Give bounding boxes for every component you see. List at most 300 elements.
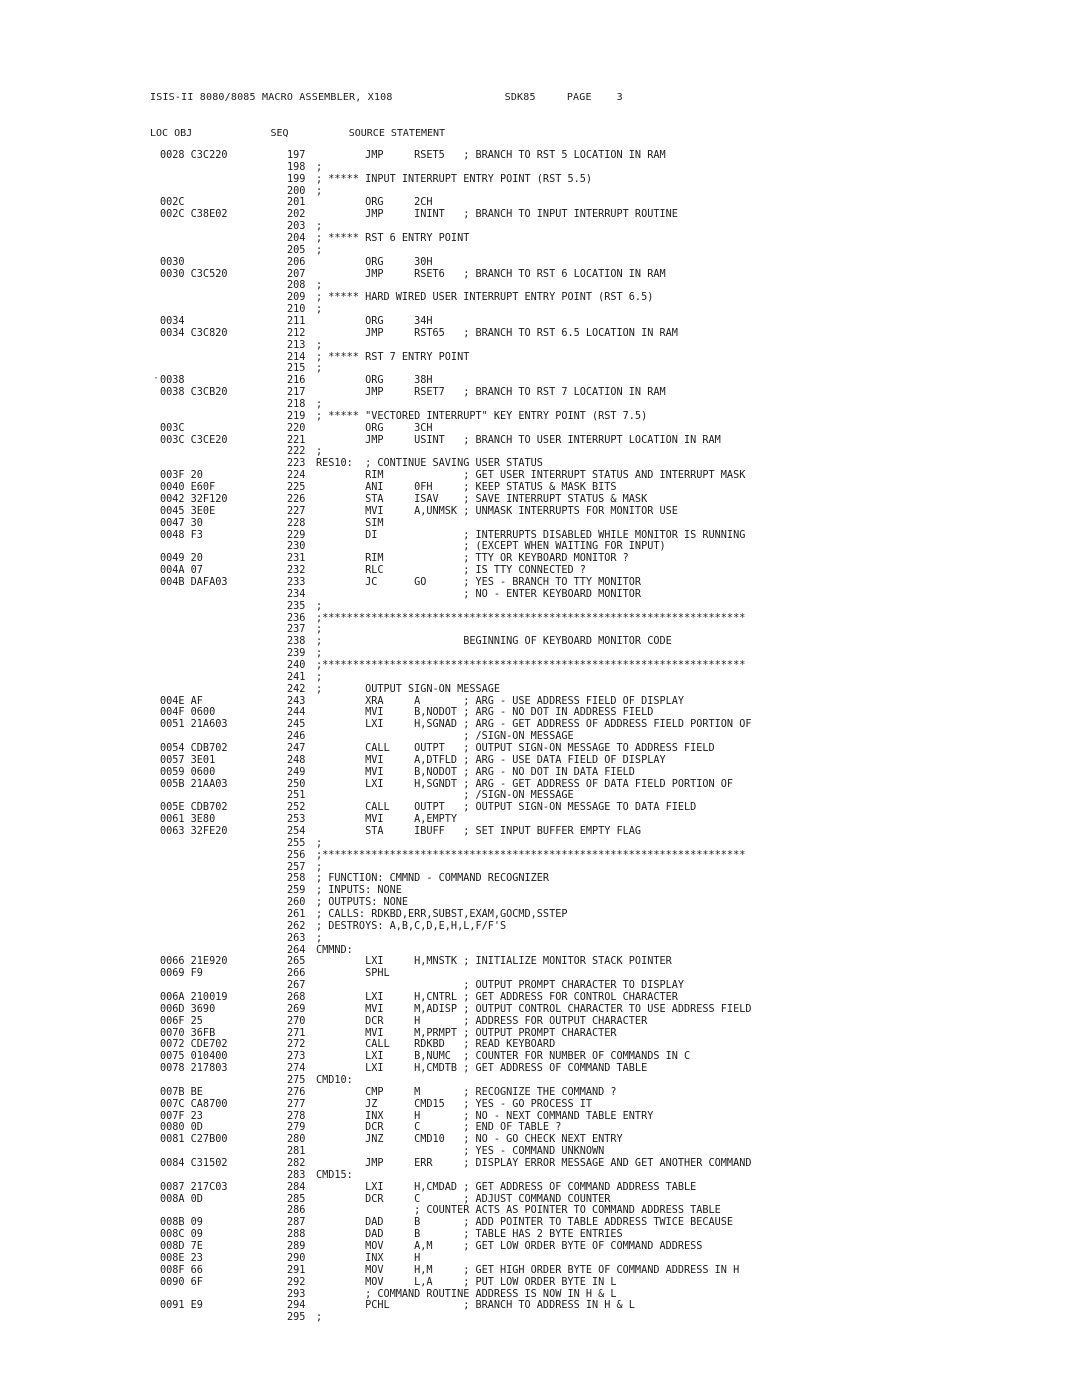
source-cell: JMP ININT ; BRANCH TO INPUT INTERRUPT ROUTINE — [316, 209, 678, 221]
listing-line — [0, 779, 1080, 791]
loc-obj-cell: 007B BE — [160, 1086, 203, 1098]
listing-line — [0, 328, 1080, 340]
seq-cell: 268 — [287, 992, 306, 1004]
source-cell: DAD B ; TABLE HAS 2 BYTE ENTRIES — [316, 1229, 623, 1241]
listing-line — [0, 363, 1080, 375]
seq-cell: 216 — [287, 375, 306, 387]
source-cell: INX H — [316, 1252, 421, 1264]
loc-obj-cell: 0030 C3C520 — [160, 268, 228, 280]
column-headers — [150, 128, 445, 139]
source-cell: JNZ CMD10 ; NO - GO CHECK NEXT ENTRY — [316, 1134, 623, 1146]
page-header — [150, 92, 623, 103]
listing-line — [0, 565, 1080, 577]
loc-obj-cell: 0054 CDB702 — [160, 742, 228, 754]
listing-line — [0, 340, 1080, 352]
loc-obj-cell: 004B DAFA03 — [160, 576, 228, 588]
listing-line — [0, 1039, 1080, 1051]
loc-obj-cell: 0038 C3CB20 — [160, 387, 228, 399]
listing-line — [0, 518, 1080, 530]
listing-line — [0, 684, 1080, 696]
listing-line — [0, 352, 1080, 364]
loc-obj-cell: 004F 0600 — [160, 707, 216, 719]
source-cell: ; ***** RST 7 ENTRY POINT — [316, 351, 470, 363]
listing-line — [0, 1134, 1080, 1146]
source-cell: CALL OUTPT ; OUTPUT SIGN-ON MESSAGE TO DATA FIELD — [316, 802, 697, 814]
seq-cell: 279 — [287, 1122, 306, 1134]
seq-cell: 256 — [287, 849, 306, 861]
listing-line — [0, 470, 1080, 482]
seq-cell: 274 — [287, 1063, 306, 1075]
seq-cell: 283 — [287, 1169, 306, 1181]
seq-cell: 278 — [287, 1110, 306, 1122]
source-cell: MVI A,UNMSK ; UNMASK INTERRUPTS FOR MONITOR USE — [316, 505, 678, 517]
seq-cell: 293 — [287, 1288, 306, 1300]
seq-cell: 289 — [287, 1241, 306, 1253]
seq-cell: 262 — [287, 920, 306, 932]
source-cell: ; ***** HARD WIRED USER INTERRUPT ENTRY POINT (RST 6.5) — [316, 292, 654, 304]
loc-obj-cell: 006F 25 — [160, 1015, 203, 1027]
seq-cell: 212 — [287, 327, 306, 339]
source-cell: MVI A,DTFLD ; ARG - USE DATA FIELD OF DISPLAY — [316, 754, 666, 766]
source-cell: ORG 3CH — [316, 422, 433, 434]
seq-cell: 260 — [287, 897, 306, 909]
source-cell: CALL RDKBD ; READ KEYBOARD — [316, 1039, 556, 1051]
seq-cell: 292 — [287, 1276, 306, 1288]
seq-cell: 223 — [287, 458, 306, 470]
seq-cell: 249 — [287, 766, 306, 778]
source-cell: ORG 38H — [316, 375, 433, 387]
listing-line — [0, 1205, 1080, 1217]
source-cell: ;********************************************************************* — [316, 849, 746, 861]
source-cell: MOV H,M ; GET HIGH ORDER BYTE OF COMMAND ADDRESS IN H — [316, 1264, 740, 1276]
source-cell: CMP M ; RECOGNIZE THE COMMAND ? — [316, 1086, 617, 1098]
listing-line — [0, 1122, 1080, 1134]
loc-obj-cell: 008E 23 — [160, 1252, 203, 1264]
col-seq: SEQ — [270, 128, 289, 139]
source-cell: RLC ; IS TTY CONNECTED ? — [316, 565, 586, 577]
col-obj: OBJ — [174, 128, 193, 139]
source-cell: ; /SIGN-ON MESSAGE — [316, 790, 574, 802]
listing-line — [0, 1099, 1080, 1111]
listing-line — [0, 233, 1080, 245]
seq-cell: 263 — [287, 932, 306, 944]
listing-line — [0, 446, 1080, 458]
listing-line — [0, 186, 1080, 198]
source-cell: LXI H,SGNAD ; ARG - GET ADDRESS OF ADDRESS FIELD PORTION OF — [316, 719, 752, 731]
listing-line — [0, 245, 1080, 257]
listing-line — [0, 1016, 1080, 1028]
source-cell: CMMND: — [316, 944, 353, 956]
listing-line — [0, 755, 1080, 767]
source-cell: JC GO ; YES - BRANCH TO TTY MONITOR — [316, 576, 642, 588]
seq-cell: 282 — [287, 1158, 306, 1170]
seq-cell: 261 — [287, 909, 306, 920]
seq-cell: 200 — [287, 185, 306, 197]
listing-line — [0, 1194, 1080, 1206]
seq-cell: 215 — [287, 363, 306, 375]
source-cell: JMP ERR ; DISPLAY ERROR MESSAGE AND GET ANOTHER COMMAND — [316, 1158, 752, 1170]
source-cell: SPHL — [316, 968, 390, 980]
listing-line — [0, 197, 1080, 209]
loc-obj-cell: 007F 23 — [160, 1110, 203, 1122]
seq-cell: 236 — [287, 612, 306, 624]
loc-obj-cell: 0084 C31502 — [160, 1158, 228, 1170]
seq-cell: 230 — [287, 541, 306, 553]
seq-cell: 250 — [287, 778, 306, 790]
loc-obj-cell: 0057 3E01 — [160, 754, 216, 766]
source-cell: XRA A ; ARG - USE ADDRESS FIELD OF DISPLAY — [316, 695, 685, 707]
source-cell: ;********************************************************************* — [316, 612, 746, 624]
page-number: 3 — [616, 92, 623, 103]
seq-cell: 257 — [287, 861, 306, 873]
listing-line — [0, 743, 1080, 755]
listing-line — [0, 601, 1080, 613]
seq-cell: 266 — [287, 968, 306, 980]
seq-cell: 254 — [287, 825, 306, 837]
listing-line — [0, 553, 1080, 565]
listing-line — [0, 589, 1080, 601]
loc-obj-cell: 0048 F3 — [160, 529, 203, 541]
source-cell: ; — [316, 339, 323, 351]
seq-cell: 219 — [287, 410, 306, 422]
listing-line — [0, 482, 1080, 494]
loc-obj-cell: 008C 09 — [160, 1229, 203, 1241]
seq-cell: 220 — [287, 422, 306, 434]
seq-cell: 273 — [287, 1051, 306, 1063]
source-cell: ; CALLS: RDKBD,ERR,SUBST,EXAM,GOCMD,SSTEP — [316, 909, 568, 920]
source-cell: ; — [316, 244, 323, 256]
seq-cell: 243 — [287, 695, 306, 707]
source-cell: ; ***** RST 6 ENTRY POINT — [316, 233, 470, 245]
loc-obj-cell: 0042 32F120 — [160, 493, 228, 505]
seq-cell: 269 — [287, 1003, 306, 1015]
loc-obj-cell: 0081 C27B00 — [160, 1134, 228, 1146]
listing-line — [0, 933, 1080, 945]
loc-obj-cell: 0038 — [160, 375, 185, 387]
listing-line — [0, 174, 1080, 186]
listing-line — [0, 530, 1080, 542]
loc-obj-cell: 0059 0600 — [160, 766, 216, 778]
listing-line — [0, 423, 1080, 435]
source-cell: ORG 34H — [316, 316, 433, 328]
seq-cell: 244 — [287, 707, 306, 719]
source-cell: DCR C ; ADJUST COMMAND COUNTER — [316, 1193, 611, 1205]
listing-line — [0, 221, 1080, 233]
seq-cell: 267 — [287, 980, 306, 992]
listing-line — [0, 150, 1080, 162]
margin-tick-mark: · — [153, 373, 160, 384]
seq-cell: 229 — [287, 529, 306, 541]
seq-cell: 280 — [287, 1134, 306, 1146]
loc-obj-cell: 002C C38E02 — [160, 209, 228, 221]
source-cell: RIM ; GET USER INTERRUPT STATUS AND INTERRUPT MASK — [316, 470, 746, 482]
seq-cell: 232 — [287, 565, 306, 577]
listing-line — [0, 577, 1080, 589]
seq-cell: 264 — [287, 944, 306, 956]
source-cell: ;********************************************************************* — [316, 659, 746, 671]
listing-line — [0, 862, 1080, 874]
seq-cell: 290 — [287, 1252, 306, 1264]
loc-obj-cell: 0030 — [160, 256, 185, 268]
seq-cell: 276 — [287, 1086, 306, 1098]
loc-obj-cell: 0070 36FB — [160, 1027, 216, 1039]
loc-obj-cell: 0047 30 — [160, 517, 203, 529]
seq-cell: 197 — [287, 150, 306, 161]
seq-cell: 238 — [287, 636, 306, 648]
loc-obj-cell: 0034 C3C820 — [160, 327, 228, 339]
loc-obj-cell: 0080 0D — [160, 1122, 203, 1134]
source-cell: MVI B,NODOT ; ARG - NO DOT IN ADDRESS FIELD — [316, 707, 654, 719]
source-cell: ; — [316, 600, 323, 612]
source-cell: ; — [316, 161, 323, 173]
source-cell: ; — [316, 446, 323, 458]
seq-cell: 253 — [287, 814, 306, 826]
seq-cell: 211 — [287, 316, 306, 328]
listing-line — [0, 838, 1080, 850]
source-cell: ; — [316, 648, 323, 660]
listing-line — [0, 1028, 1080, 1040]
listing-line — [0, 707, 1080, 719]
listing-line — [0, 624, 1080, 636]
listing-line — [0, 1312, 1080, 1324]
listing-line — [0, 1063, 1080, 1075]
seq-cell: 270 — [287, 1015, 306, 1027]
seq-cell: 258 — [287, 873, 306, 885]
seq-cell: 217 — [287, 387, 306, 399]
seq-cell: 281 — [287, 1146, 306, 1158]
listing-line — [0, 1170, 1080, 1182]
listing-line — [0, 980, 1080, 992]
seq-cell: 271 — [287, 1027, 306, 1039]
seq-cell: 248 — [287, 754, 306, 766]
source-cell: RES10: ; CONTINUE SAVING USER STATUS — [316, 458, 543, 470]
loc-obj-cell: 008F 66 — [160, 1264, 203, 1276]
source-cell: MVI M,PRMPT ; OUTPUT PROMPT CHARACTER — [316, 1027, 617, 1039]
loc-obj-cell: 0091 E9 — [160, 1300, 203, 1312]
source-cell: ; — [316, 304, 323, 316]
seq-cell: 213 — [287, 339, 306, 351]
seq-cell: 226 — [287, 493, 306, 505]
listing-line — [0, 909, 1080, 921]
source-cell: LXI H,SGNDT ; ARG - GET ADDRESS OF DATA FIELD PORTION OF — [316, 778, 734, 790]
source-cell: RIM ; TTY OR KEYBOARD MONITOR ? — [316, 553, 629, 565]
loc-obj-cell: 008B 09 — [160, 1217, 203, 1229]
listing-line — [0, 814, 1080, 826]
loc-obj-cell: 0075 010400 — [160, 1051, 228, 1063]
listing-line — [0, 885, 1080, 897]
listing-line — [0, 968, 1080, 980]
source-cell: ; — [316, 399, 323, 411]
listing-line — [0, 790, 1080, 802]
listing-line — [0, 636, 1080, 648]
seq-cell: 203 — [287, 221, 306, 233]
seq-cell: 246 — [287, 731, 306, 743]
source-cell: ; — [316, 861, 323, 873]
loc-obj-cell: 006D 3690 — [160, 1003, 216, 1015]
listing-line — [0, 1289, 1080, 1301]
seq-cell: 206 — [287, 256, 306, 268]
source-cell: CMD15: — [316, 1169, 353, 1181]
loc-obj-cell: 008A 0D — [160, 1193, 203, 1205]
source-cell: ; — [316, 932, 323, 944]
assembly-listing — [0, 150, 1080, 1324]
source-cell: JMP RST65 ; BRANCH TO RST 6.5 LOCATION IN RAM — [316, 327, 678, 339]
listing-line — [0, 648, 1080, 660]
seq-cell: 231 — [287, 553, 306, 565]
seq-cell: 237 — [287, 624, 306, 636]
listing-line — [0, 956, 1080, 968]
seq-cell: 245 — [287, 719, 306, 731]
loc-obj-cell: 0063 32FE20 — [160, 825, 228, 837]
source-cell: DI ; INTERRUPTS DISABLED WHILE MONITOR IS RUNNING — [316, 529, 746, 541]
loc-obj-cell: 0087 217C03 — [160, 1181, 228, 1193]
seq-cell: 252 — [287, 802, 306, 814]
listing-line — [0, 767, 1080, 779]
listing-line — [0, 719, 1080, 731]
loc-obj-cell: 003C C3CE20 — [160, 434, 228, 446]
source-cell: ORG 30H — [316, 256, 433, 268]
listing-line — [0, 304, 1080, 316]
source-cell: ; — [316, 185, 323, 197]
listing-line — [0, 375, 1080, 387]
seq-cell: 224 — [287, 470, 306, 482]
source-cell: LXI B,NUMC ; COUNTER FOR NUMBER OF COMMANDS IN C — [316, 1051, 691, 1063]
listing-line — [0, 921, 1080, 933]
listing-line — [0, 945, 1080, 957]
listing-line — [0, 802, 1080, 814]
source-cell: LXI H,MNSTK ; INITIALIZE MONITOR STACK POINTER — [316, 956, 672, 968]
loc-obj-cell: 0040 E60F — [160, 482, 216, 494]
loc-obj-cell: 0061 3E80 — [160, 814, 216, 826]
source-cell: JMP USINT ; BRANCH TO USER INTERRUPT LOCATION IN RAM — [316, 434, 721, 446]
source-cell: DAD B ; ADD POINTER TO TABLE ADDRESS TWICE BECAUSE — [316, 1217, 734, 1229]
loc-obj-cell: 0045 3E0E — [160, 505, 216, 517]
source-cell: ; — [316, 624, 323, 636]
seq-cell: 288 — [287, 1229, 306, 1241]
listing-line — [0, 672, 1080, 684]
listing-line — [0, 292, 1080, 304]
listing-line — [0, 1241, 1080, 1253]
loc-obj-cell: 008D 7E — [160, 1241, 203, 1253]
seq-cell: 285 — [287, 1193, 306, 1205]
source-cell: JZ CMD15 ; YES - GO PROCESS IT — [316, 1098, 593, 1110]
seq-cell: 286 — [287, 1205, 306, 1217]
loc-obj-cell: 0051 21A603 — [160, 719, 228, 731]
listing-line — [0, 162, 1080, 174]
source-cell: JMP RSET6 ; BRANCH TO RST 6 LOCATION IN RAM — [316, 268, 666, 280]
listing-line — [0, 1277, 1080, 1289]
source-cell: ; /SIGN-ON MESSAGE — [316, 731, 574, 743]
listing-line — [0, 458, 1080, 470]
seq-cell: 239 — [287, 648, 306, 660]
listing-line — [0, 873, 1080, 885]
listing-line — [0, 257, 1080, 269]
listing-line — [0, 1229, 1080, 1241]
listing-line — [0, 399, 1080, 411]
loc-obj-cell: 004E AF — [160, 695, 203, 707]
seq-cell: 205 — [287, 244, 306, 256]
source-cell: ; COUNTER ACTS AS POINTER TO COMMAND ADDRESS TABLE — [316, 1205, 721, 1217]
listing-line — [0, 541, 1080, 553]
source-cell: ; — [316, 1312, 323, 1324]
source-cell: ; — [316, 221, 323, 233]
source-cell: ; NO - ENTER KEYBOARD MONITOR — [316, 588, 642, 600]
source-cell: ; OUTPUTS: NONE — [316, 897, 409, 909]
seq-cell: 272 — [287, 1039, 306, 1051]
seq-cell: 218 — [287, 399, 306, 411]
source-cell: INX H ; NO - NEXT COMMAND TABLE ENTRY — [316, 1110, 654, 1122]
seq-cell: 235 — [287, 600, 306, 612]
seq-cell: 227 — [287, 505, 306, 517]
source-cell: LXI H,CNTRL ; GET ADDRESS FOR CONTROL CHARACTER — [316, 992, 678, 1004]
source-cell: SIM — [316, 517, 384, 529]
listing-line — [0, 209, 1080, 221]
listing-line — [0, 731, 1080, 743]
source-cell: JMP RSET7 ; BRANCH TO RST 7 LOCATION IN RAM — [316, 387, 666, 399]
seq-cell: 209 — [287, 292, 306, 304]
seq-cell: 259 — [287, 885, 306, 897]
loc-obj-cell: 006A 210019 — [160, 992, 228, 1004]
source-cell: ; — [316, 671, 323, 683]
listing-line — [0, 1182, 1080, 1194]
page-label: PAGE — [566, 92, 592, 103]
loc-obj-cell: 0078 217803 — [160, 1063, 228, 1075]
listing-line — [0, 1217, 1080, 1229]
listing-line — [0, 435, 1080, 447]
listing-line — [0, 411, 1080, 423]
source-cell: ; — [316, 363, 323, 375]
seq-cell: 222 — [287, 446, 306, 458]
module-name: SDK85 — [504, 92, 536, 103]
source-cell: ; DESTROYS: A,B,C,D,E,H,L,F/F'S — [316, 920, 507, 932]
source-cell: MVI A,EMPTY — [316, 814, 458, 826]
listing-line — [0, 506, 1080, 518]
source-cell: PCHL ; BRANCH TO ADDRESS IN H & L — [316, 1300, 635, 1312]
seq-cell: 277 — [287, 1098, 306, 1110]
loc-obj-cell: 004A 07 — [160, 565, 203, 577]
listing-line — [0, 280, 1080, 292]
loc-obj-cell: 0066 21E920 — [160, 956, 228, 968]
seq-cell: 234 — [287, 588, 306, 600]
listing-line — [0, 494, 1080, 506]
listing-line — [0, 897, 1080, 909]
seq-cell: 241 — [287, 671, 306, 683]
col-loc: LOC — [150, 128, 169, 139]
listing-line — [0, 1111, 1080, 1123]
source-cell: ; OUTPUT SIGN-ON MESSAGE — [316, 683, 501, 695]
loc-obj-cell: 0090 6F — [160, 1276, 203, 1288]
loc-obj-cell: 002C — [160, 197, 185, 209]
listing-line — [0, 1051, 1080, 1063]
source-cell: ; — [316, 280, 323, 292]
seq-cell: 228 — [287, 517, 306, 529]
loc-obj-cell: 003F 20 — [160, 470, 203, 482]
listing-line — [0, 387, 1080, 399]
source-cell: CMD10: — [316, 1075, 353, 1087]
source-cell: ; FUNCTION: CMMND - COMMAND RECOGNIZER — [316, 873, 550, 885]
listing-line — [0, 826, 1080, 838]
seq-cell: 208 — [287, 280, 306, 292]
listing-line — [0, 1004, 1080, 1016]
loc-obj-cell: 0069 F9 — [160, 968, 203, 980]
source-cell: LXI H,CMDAD ; GET ADDRESS OF COMMAND ADDRESS TABLE — [316, 1181, 697, 1193]
source-cell: ; ***** "VECTORED INTERRUPT" KEY ENTRY POINT (RST 7.5) — [316, 410, 648, 422]
seq-cell: 284 — [287, 1181, 306, 1193]
seq-cell: 198 — [287, 161, 306, 173]
source-cell: MVI M,ADISP ; OUTPUT CONTROL CHARACTER TO USE ADDRESS FIELD — [316, 1003, 752, 1015]
source-cell: ; COMMAND ROUTINE ADDRESS IS NOW IN H & L — [316, 1288, 617, 1300]
listing-line — [0, 316, 1080, 328]
